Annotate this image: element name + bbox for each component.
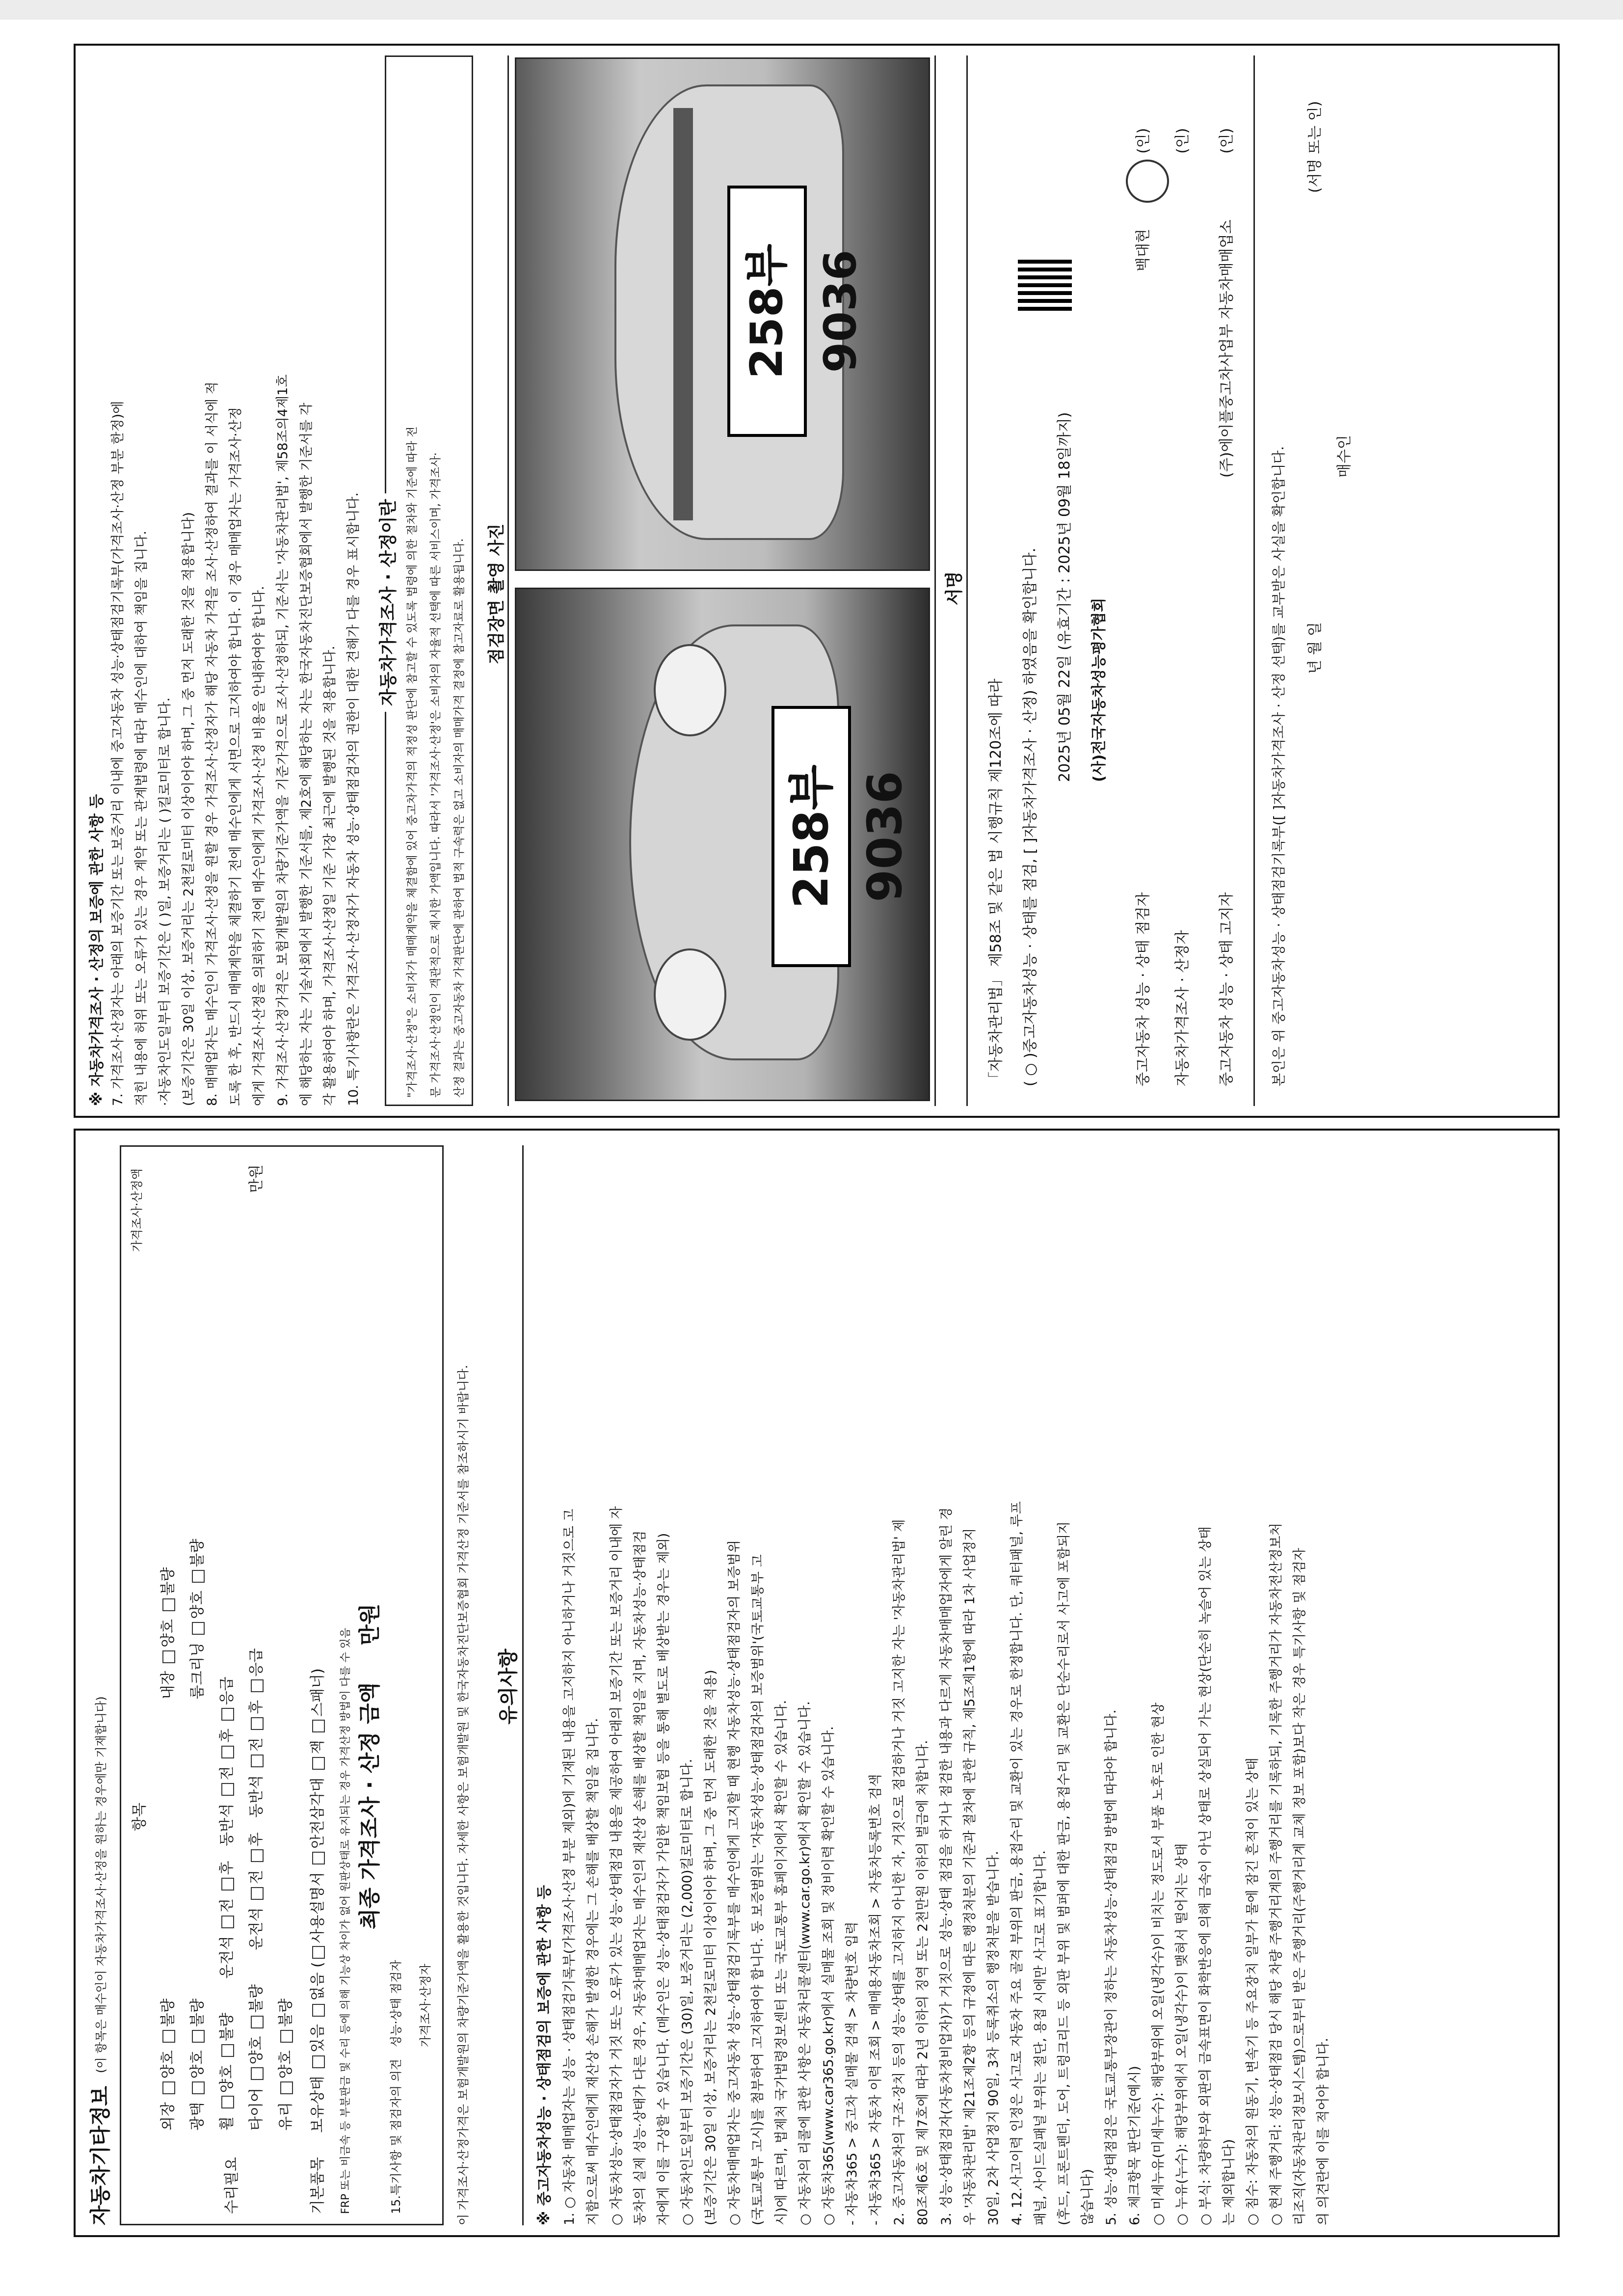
checkbox-roomclean-bad[interactable] [192,1570,205,1583]
notice-line: ○ 부식: 차량하부와 외판의 금속표면이 화학반응에 의해 금속이 아닌 상태로 상실되어 가는 현상(단순히 녹슬어 있는 상태 [1198,1526,1213,2225]
vehicle-other-info-title: 자동차기타정보 [88,2085,112,2225]
notice-line: ○ 누유(누수): 해당부위에서 오일(냉각수)이 맺혀서 떨어지는 상태 [1174,1843,1190,2225]
photo-title: 점검장면 촬영 사진 [487,523,506,664]
notice-line: 리조직(자동차관리정보시스템)으로부터 받은 주행거리(주행거리계 교체 정보 포함)보다 작은 경우 특기사항 및 점검자 [1292,1548,1307,2225]
price-definition-line: 산정 결과는 중고자동차 가격판단에 관하여 법적 구속력은 없고 소비자의 매매가격 결정에 참고자료로 활용됩니다. [453,538,466,1098]
receipt-date: 년 월 일 [1306,621,1324,674]
sign-divider [934,55,936,1106]
notice-line: 1. ○ 자동차 매매업자는 성능 · 상태점검기록부(가격조사·산정 부분 제외)에 기재된 내용을 고지하지 아니하거나 거짓으로 고 [562,1509,577,2225]
notice-line: 4. 12.사고이력 인정은 사고로 자동차 주요 골격 부위의 판금, 용접수리 및 교환이 있는 경우로 한정합니다. 단, 쿼터패널, 루프 [1010,1501,1025,2225]
notice-title: 유의사항 [497,1648,520,1725]
checkbox-interior-good[interactable] [162,1650,175,1663]
inspection-photo-rear [515,57,930,571]
sign-title-divider [966,55,968,1106]
notifier-name: (주)에이플중고차사업부 자동차매매업소 [1218,219,1235,478]
vehicle-info-table [120,1145,444,2225]
guarantee-line: 도록 한 후, 반드시 매매계약을 체결하기 전에 매수인에게 서면으로 고지하여야 합니다. 이 경우 매매업자는 가격조사·산정 [228,407,243,1106]
checkbox-tire-good[interactable] [251,2068,264,2080]
price-guarantee-title: ※ 자동차가격조사 · 산정의 보증에 관한 사항 등 [88,794,106,1106]
notice-line: 동차의 실제 성능·상태가 다른 경우, 자동차매매업자는 매수인의 재산상 손해를 배상할 책임을 지며, 자동차성능·상태점검 [633,1530,648,2225]
col-price-header: 가격조사·산정액 [130,1168,144,1252]
checkbox-basic-have[interactable] [312,2055,325,2068]
checkbox-tire-passenger-front[interactable] [251,1755,264,1767]
checkbox-basic-none[interactable] [312,2004,325,2017]
inspector-seal-stamp [1126,160,1169,203]
notice-line: 자에게 이를 구상할 수 있습니다. (매수인은 성능·상태점검자가 가입한 책임보험 등을 통해 별도로 배상받는 경우는 제외) [656,1533,671,2225]
price-inspector-seal: (인) [1174,128,1191,154]
checkbox-wheel-passenger-rear[interactable] [221,1746,234,1758]
notice-line: 30일, 2차 사업정지 90일, 3차 등록취소의 행정처분을 받습니다. [986,1851,1001,2225]
notice-line: ○ 침수: 자동차의 원동기, 변속기 등 주요장치 일부가 물에 잠긴 흔적이 있는 상태 [1245,1757,1260,2225]
checkbox-wheel-passenger-front[interactable] [221,1783,234,1796]
checkbox-interior-bad[interactable] [162,1598,175,1611]
special-opinion-label: 15.특기사항 및 점검자의 의견 [389,2058,403,2214]
scan-shadow [0,0,1623,20]
qr-code [1018,257,1072,311]
sign-line-confirm: ( ○ )중고자동차성능 · 상태를 점검, [ ]자동차가격조사 · 산정) 하였음을 확인합니다. [1022,547,1039,1086]
row-tire: 타이어 양호 불량 운전석 전 후 동반석 전 후 응급 [248,1648,265,2131]
price-inspector-sign-label: 자동차가격조사 · 산정자 [1174,930,1191,1086]
checkbox-basic-manual[interactable] [312,1946,325,1959]
price-definition-line: 문 가격조사·산정인이 객관적으로 제시한 가액입니다. 따라서 '가격조사·산정'은 소비자의 자율적 선택에 따른 서비스이며, 가격조사· [429,452,442,1098]
sign-org: (사)전국자동차성능평가협회 [1091,597,1108,782]
frp-note: FRP 또는 비금속 등 부분판금 및 수리 등에 의해 기능상 차이가 없어 원판상태로 유지되는 경우 가격산정 방법이 다를 수 있음 [340,1627,352,2214]
notice-line: - 자동차365 > 중고차 실매물 검색 > 차량번호 입력 [845,1921,860,2225]
inspector-label: 중고자동차 성능 · 상태 점검자 [1135,892,1152,1086]
notice-line: - 자동차365 > 자동차 이력 조회 > 매매용자동차조회 > 자동차등록번호 검색 [868,1774,883,2225]
notice-line: 80조제6호 및 제7호에 따라 2년 이하의 징역 또는 2천만원 이하의 벌금에 처합니다. [915,1740,931,2225]
inspector-seal: (인) [1135,128,1152,154]
price-definition-lines [404,427,475,1098]
repair-needed-label: 수리필요 [223,2157,240,2214]
guarantee-line: 7. 가격조사·산정자는 아래의 보증기간 또는 보증거리 이내에 중고자동차 성능·상태점검기록부(가격조사·산정 부분 한정)에 [110,401,126,1106]
notice-line: 우 '자동차관리법' 제21조제2항 등의 규정에 따른 행정처분의 기준과 절차에 관한 규칙, 제5조제1항에 따라 1차 사업정지 [962,1528,978,2225]
notice-line: 않습니다) [1080,2169,1095,2225]
inspector-name: 백대현 [1135,229,1152,271]
buyer-label: 매수인 [1336,435,1353,478]
notice-line: 지함으로써 매수인에게 재산상 손해가 발생한 경우에는 그 손해를 배상할 책임을 집니다. [585,1718,601,2225]
notice-line: ○ 자동차인도일부터 보증기간은 (30)일, 보증거리는 (2,000)킬로미터로 합니다. [680,1758,695,2225]
guarantee-line: (보증기간은 30일 이상, 보증거리는 2천킬로미터 이상이어야 하며, 그 중 먼저 도래한 것을 적용합니다) [181,512,196,1106]
guarantee-line: 10. 특기사항란은 가격조사·산정자가 자동차 성능·상태점검자의 권한이 대한 견해가 다를 경우 표시합니다. [346,492,361,1106]
notice-line: ○ 자동차365(www.car365.go.kr)에서 실매물 조회 및 정비이력 확인할 수 있습니다. [821,1726,836,2225]
price-definition-box [378,55,473,1106]
checkbox-tire-bad[interactable] [251,2016,264,2028]
notifier-seal: (인) [1218,128,1235,154]
headlight-right [654,644,726,736]
checkbox-exterior-good[interactable] [162,2081,175,2094]
vehicle-other-info-note: (이 항목은 매수인이 자동차가격조사·산정을 원하는 경우에만 기재합니다) [94,1696,108,2073]
notice-items [561,1145,1339,2225]
right-panel [74,44,1560,1118]
notice-line: 6. 체크항목 판단기준(예시) [1127,2066,1143,2225]
notice-section-title: ※ 중고자동차성능 · 상태점검의 보증에 관한 사항 등 [536,1885,553,2225]
disclaimer-bottom: 이 가격조사·산정가격은 보험개발원의 차량기준가액을 활용한 것입니다. 자세한 사항은 보험개발원 및 한국자동차진단보증협회 가격산정 기준서를 참조하시기 바랍니다. [456,1365,470,2225]
notice-line: (후드, 프론트펜더, 도어, 트렁크리드 등 외판 부위 및 범퍼에 대한 판금, 용접수리 및 교환은 단순수리로서 사고에 포함되지 [1057,1521,1072,2225]
checkbox-wheel-driver-rear[interactable] [221,1878,234,1891]
row-exterior: 외장 양호 불량 내장 양호 불량 [160,1567,177,2131]
notice-line: ○ 미세누유(미세누수): 해당부위에 오일(냉각수)이 비치는 정도로서 부품 노후로 인한 현상 [1151,1702,1166,2225]
checkbox-wheel-emergency[interactable] [221,1708,234,1721]
license-plate-rear: 258부 9036 [727,186,807,437]
checkbox-gloss-good[interactable] [192,2081,205,2094]
notice-line: 의 의견란에 이를 적어야 합니다. [1316,2038,1331,2225]
guarantee-line: 8. 매매업자는 매수인이 가격조사·산정을 원할 경우 가격조사·산정자가 해당 자동차 가격을 조사·산정하여 결과를 이 서식에 적 [205,381,220,1106]
guarantee-line: 에 해당하는 자는 기술사회에서 발행한 기준서를, 제2호에 해당하는 자는 한국자동차진단보증협회에서 발행한 기준서를 각 [299,403,314,1106]
guarantee-line: 에게 가격조사·산정을 의뢰하기 전에 매수인에게 가격조사·산정 비용을 안내하여야 합니다. [252,586,267,1106]
price-definition-title: 자동차가격조사 · 산정이란 [374,493,399,712]
final-price-label: 최종 가격조사 · 산정 금액 만원 [357,1603,382,1929]
sign-title: 서명 [944,571,964,605]
inspection-photo-front [515,588,930,1101]
notice-line: 패널, 사이드실패널 부위는 절단, 용접 시에만 사고로 표기합니다. [1033,1850,1048,2225]
notice-line: 2. 중고자동차의 구조·장치 등의 성능·상태를 고지하지 아니한 자, 거짓으로 점검하거나 거짓 고지한 자는 '자동차관리법' 제 [892,1519,907,2225]
price-inspector-label: 가격조사·산정자 [419,1964,432,2047]
left-panel [74,1129,1560,2237]
checkbox-tire-emergency[interactable] [251,1679,264,1692]
photo-divider [507,55,509,1106]
col-item-header: 항목 [131,1803,148,1831]
guarantee-line: 적힌 내용에 허위 또는 오류가 있는 경우 계약 또는 관계법령에 따라 매수인에 대하여 책임을 집니다. [134,530,149,1106]
performance-inspector-label: 성능·상태 점검자 [389,1960,403,2047]
checkbox-glass-good[interactable] [280,2081,293,2094]
guarantee-line: 9. 가격조사·산정가격은 보험개발원의 차량기준가액을 기준가격으로 조사·산정하되, 기준서는 '자동차관리법', 제58조의4제1호 [275,374,291,1106]
checkbox-basic-jack[interactable] [312,1757,325,1770]
guarantee-line: ·자동차인도일부터 보증기간은 ( )일, 보증거리는 ( )킬로미터로 합니다. [158,697,173,1106]
notice-line: ○ 현재 주행거리: 성능·상태점검 당시 해당 차량 주행거리계의 주행거리를 기록하되, 기록한 주행거리가 자동차전산정보처 [1269,1523,1284,2225]
checkbox-gloss-bad[interactable] [192,2030,205,2043]
tail-light-bar [673,108,693,520]
license-plate-front: 258부 9036 [772,706,851,967]
notice-line: (국토교통부 고시)를 첨부하여 고지하여야 합니다. 동 보증범위는 '자동차성능·상태점검자의 보증범위'(국토교통부 고 [750,1554,766,2225]
notifier-label: 중고자동차 성능 · 상태 고지자 [1218,892,1235,1086]
notice-line: ○ 자동차매매업자는 중고자동차 성능·상태점검기록부를 매수인에게 고지할 때 현행 자동차성능·상태점검자의 보증범위 [727,1540,742,2225]
row-gloss: 광택 양호 불량 룸크리닝 양호 불량 [189,1539,206,2131]
checkbox-roomclean-good[interactable] [192,1622,205,1635]
row-wheel: 휠 양호 불량 운전석 전 후 동반석 전 후 응급 [218,1676,236,2131]
notice-divider [522,1145,524,2225]
checkbox-wheel-bad[interactable] [221,2044,234,2057]
checkbox-wheel-driver-front[interactable] [221,1916,234,1928]
guarantee-line: 각 활용하여야 하며, 가격조사·산정일 기준 가장 최근에 발행된 것을 적용합니다. [322,646,338,1106]
checkbox-tire-driver-front[interactable] [251,1887,264,1900]
checkbox-wheel-good[interactable] [221,2096,234,2108]
row-glass: 유리 양호 불량 [277,1999,294,2131]
checkbox-tire-passenger-rear[interactable] [251,1717,264,1730]
notice-line: ○ 자동차의 리콜에 관한 사항은 자동차리콜센터(www.car.go.kr)에서 확인할 수 있습니다. [798,1701,813,2225]
notice-line: 5. 성능·상태점검은 국토교통부장관이 정하는 자동차성능·상태점검 방법에 따라야 합니다. [1104,1709,1119,2225]
checkbox-tire-driver-rear[interactable] [251,1849,264,1862]
sign-line-date: 2025년 05월 22일 (유효기간 : 2025년 09월 18일까지) [1056,412,1073,782]
price-unit: 만원 [248,1164,265,1193]
price-guarantee-items [110,55,369,1106]
checkbox-basic-triangle[interactable] [312,1852,325,1864]
receipt-divider [1253,55,1255,1106]
notice-line: (보증기간은 30일 이상, 보증거리는 2천킬로미터 이상이어야 하며, 그 중 먼저 도래한 것을 적용) [703,1670,718,2225]
basic-items-row: 기본품목 보유상태 있음 없음 (사용설명서 안전삼각대 잭 스패너) [309,1668,326,2214]
checkbox-basic-spanner[interactable] [312,1720,325,1732]
headlight-left [654,948,726,1041]
sign-line-law: 「자동차관리법」 제58조 및 같은 법 시행규칙 제120조에 따라 [987,678,1005,1086]
receipt-line: 본인은 위 중고자동차성능 · 상태점검기록부([ ]자동차가격조사 · 산정 선택)를 교부받은 사실을 확인합니다. [1271,446,1287,1086]
buyer-seal: (서명 또는 인) [1306,101,1324,193]
notice-line: ○ 자동차성능·상태점검자가 거짓 또는 오류가 있는 성능·상태점검 내용을 제공하여 아래의 보증기간 또는 보증거리 이내에 자 [609,1506,624,2225]
checkbox-glass-bad[interactable] [280,2030,293,2043]
notice-line: 3. 성능·상태점검자(자동차정비업자)가 거짓으로 성능·상태 점검을 하거나 점검한 내용과 다르게 자동차매매업자에게 알린 경 [939,1507,954,2225]
price-definition-line: "가격조사·산정"은 소비자가 매매계약을 체결함에 있어 중고차가격의 적정성 판단에 참고할 수 있도록 법령에 의한 절차와 기준에 따라 전 [406,426,419,1098]
notice-line: 시)에 따르며, 법제처 국가법령정보센터 또는 국토교통부 홈페이지에서 확인할 수 있습니다. [774,1700,789,2225]
checkbox-exterior-bad[interactable] [162,2030,175,2043]
notice-line: 는 제외합니다) [1222,2139,1237,2225]
